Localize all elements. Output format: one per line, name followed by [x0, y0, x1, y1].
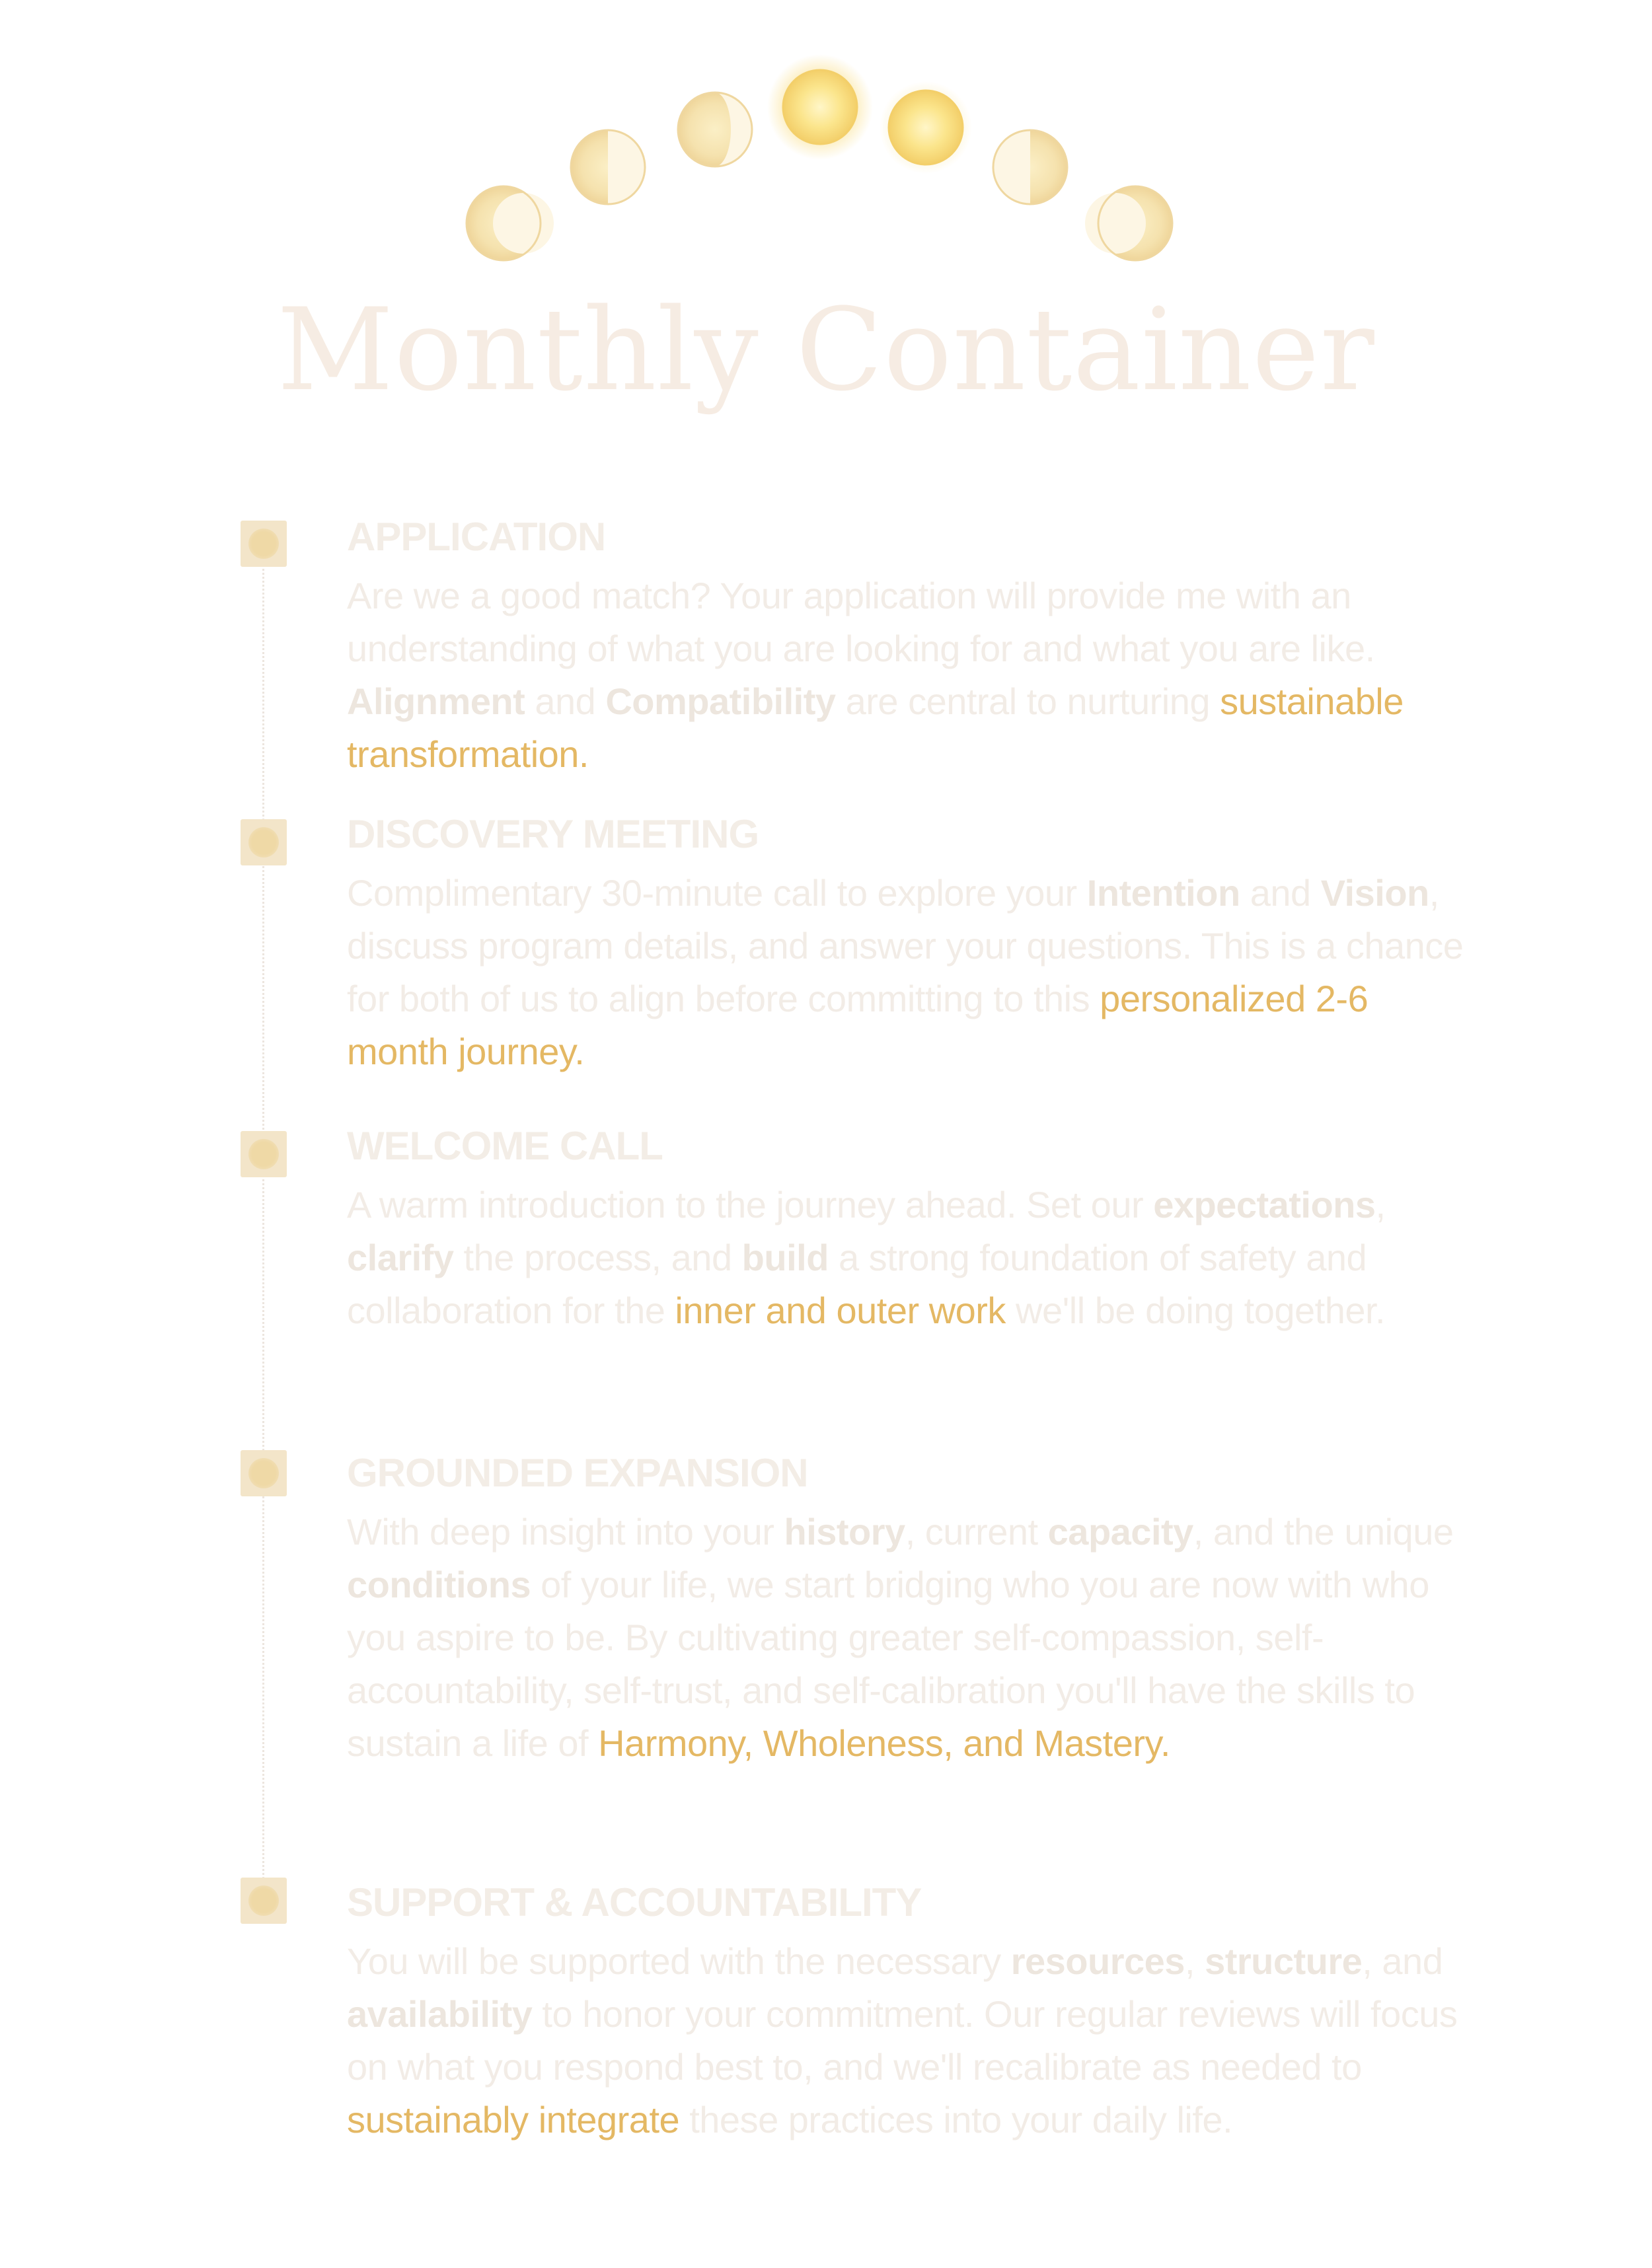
emphasis-text: Vision [1320, 872, 1429, 914]
body-text: are central to nurturing [835, 680, 1220, 722]
emphasis-text: resources [1010, 1940, 1185, 1982]
timeline-dotted-line [262, 548, 264, 1903]
step-title: APPLICATION [347, 515, 606, 559]
body-text: and [1240, 872, 1321, 914]
timeline-marker [241, 1131, 287, 1177]
body-text: and [525, 680, 606, 722]
emphasis-text: structure [1205, 1940, 1363, 1982]
body-text: , [1184, 1940, 1205, 1982]
page-title: Monthly Container [277, 283, 1375, 416]
step-description [347, 867, 1470, 1078]
body-text: , and [1362, 1940, 1443, 1982]
step-title: DISCOVERY MEETING [347, 812, 759, 856]
step-title: SUPPORT & ACCOUNTABILITY [347, 1880, 922, 1924]
body-text: With deep insight into your [347, 1511, 784, 1553]
emphasis-text: conditions [347, 1564, 531, 1605]
emphasis-text: clarify [347, 1237, 454, 1278]
body-text: A warm introduction to the journey ahead. Set our [347, 1184, 1154, 1225]
step-description [347, 569, 1470, 781]
accent-text: sustainably integrate [347, 2099, 680, 2140]
body-text: of your life, we start bridging who you are now with who you aspire to be. By cultivating greater self-compassion, self-accountability, self-trust, and self-calibration you'll have the skills to sustain a life of [347, 1564, 1429, 1764]
step-title: GROUNDED EXPANSION [347, 1451, 808, 1495]
body-text: , discuss program details, and answer your questions. This is a chance for both of us to align before committing to this [347, 872, 1464, 1019]
accent-text: sustainable transformation. [347, 680, 1404, 775]
step-description [347, 1506, 1470, 1770]
emphasis-text: Intention [1086, 872, 1240, 914]
timeline-marker [241, 521, 287, 567]
body-text: , [1375, 1184, 1386, 1225]
timeline-marker [241, 1450, 287, 1496]
body-text: the process, and [453, 1237, 742, 1278]
body-text: these practices into your daily life. [679, 2099, 1233, 2140]
accent-text: Harmony, Wholeness, and Mastery. [598, 1722, 1170, 1764]
step-description [347, 1935, 1470, 2146]
emphasis-text: history [784, 1511, 905, 1553]
step-support-accountability [347, 1880, 1470, 2146]
body-text: to honor your commitment. Our regular reviews will focus on what you respond best to, and we'll recalibrate as needed to [347, 1993, 1458, 2088]
body-text: Complimentary 30-minute call to explore your [347, 872, 1087, 914]
step-discovery-meeting [347, 811, 1470, 1078]
emphasis-text: build [741, 1237, 829, 1278]
emphasis-text: availability [347, 1993, 533, 2035]
body-text: You will be supported with the necessary [347, 1940, 1011, 1982]
body-text: Are we a good match? Your application will provide me with an understanding of what you are looking for and what you are like. [347, 575, 1375, 669]
body-text: , current [905, 1511, 1048, 1553]
timeline-marker [241, 819, 287, 865]
emphasis-text: Alignment [347, 680, 525, 722]
body-text: we'll be doing together. [1005, 1290, 1386, 1331]
emphasis-text: expectations [1153, 1184, 1376, 1225]
body-text: a strong foundation of safety and collaboration for the [347, 1237, 1367, 1331]
step-welcome-call [347, 1123, 1470, 1337]
accent-text: inner and outer work [675, 1290, 1006, 1331]
timeline-marker [241, 1878, 287, 1924]
emphasis-text: capacity [1047, 1511, 1193, 1553]
accent-text: personalized 2-6 month journey. [347, 978, 1369, 1072]
step-title: WELCOME CALL [347, 1124, 663, 1168]
step-application [347, 514, 1470, 781]
step-description [347, 1179, 1470, 1337]
emphasis-text: Compatibility [605, 680, 836, 722]
step-grounded-expansion [347, 1450, 1470, 1770]
body-text: , and the unique [1193, 1511, 1454, 1553]
